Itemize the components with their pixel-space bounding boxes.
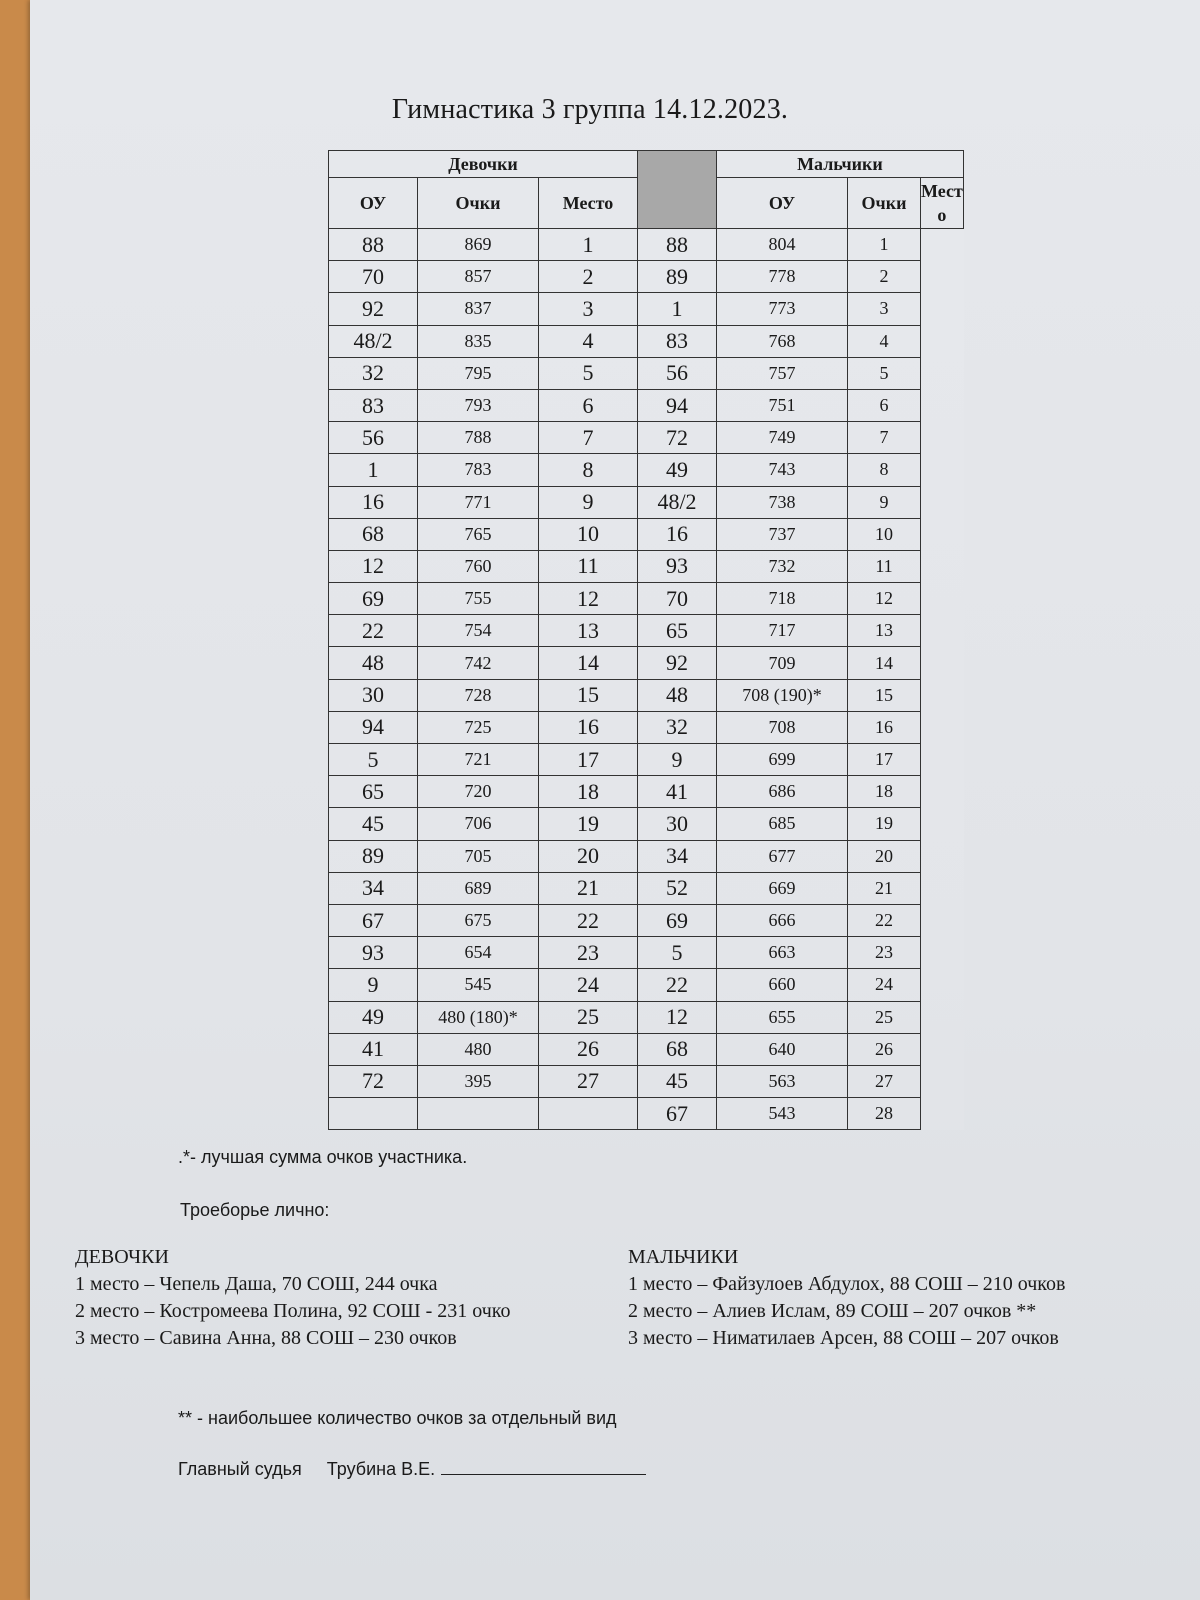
girls-points-cell: 728	[418, 679, 539, 711]
boys-points-cell: 655	[717, 1001, 848, 1033]
table-row	[329, 583, 964, 615]
girls-ou-cell: 92	[329, 293, 418, 325]
boys-points-cell: 804	[717, 229, 848, 261]
boys-place-cell: 16	[848, 711, 921, 743]
boys-ou-cell: 9	[638, 744, 717, 776]
girls-place-cell: 6	[539, 389, 638, 421]
table-row	[329, 969, 964, 1001]
girls-place-cell: 17	[539, 744, 638, 776]
boys-place-cell: 2	[848, 261, 921, 293]
results-table	[328, 150, 964, 1130]
girls-points-cell: 837	[418, 293, 539, 325]
table-row	[329, 1001, 964, 1033]
girls-ou-cell: 5	[329, 744, 418, 776]
boys-points-cell: 717	[717, 615, 848, 647]
boys-place-cell: 22	[848, 904, 921, 936]
boys-points-cell: 751	[717, 389, 848, 421]
girls-ou-cell: 56	[329, 422, 418, 454]
boys-ou-cell: 89	[638, 261, 717, 293]
judge-name: Трубина В.Е.	[326, 1459, 436, 1479]
boys-points-cell: 743	[717, 454, 848, 486]
triathlon-girls-header: ДЕВОЧКИ	[75, 1246, 169, 1268]
girls-ou-cell: 45	[329, 808, 418, 840]
boys-points-cell: 738	[717, 486, 848, 518]
boys-points-cell: 663	[717, 937, 848, 969]
boys-points-cell: 677	[717, 840, 848, 872]
table-row	[329, 679, 964, 711]
boys-ou-cell: 69	[638, 904, 717, 936]
girls-points-cell: 771	[418, 486, 539, 518]
girls-points-cell: 760	[418, 550, 539, 582]
boys-ou-cell: 48/2	[638, 486, 717, 518]
judge-signature-line	[178, 1458, 646, 1480]
girls-points-cell: 480	[418, 1033, 539, 1065]
girls-ou-cell: 48/2	[329, 325, 418, 357]
boys-place-cell: 17	[848, 744, 921, 776]
girls-ou-cell: 48	[329, 647, 418, 679]
girls-place-cell: 13	[539, 615, 638, 647]
boys-points-cell: 768	[717, 325, 848, 357]
girls-place-cell: 9	[539, 486, 638, 518]
girls-ou-cell: 94	[329, 711, 418, 743]
girls-points-cell: 755	[418, 583, 539, 615]
girls-col-points: Очки	[418, 178, 539, 229]
girls-ou-cell: 68	[329, 518, 418, 550]
table-row	[329, 647, 964, 679]
boys-place-cell: 24	[848, 969, 921, 1001]
boys-ou-cell: 56	[638, 357, 717, 389]
boys-ou-cell: 92	[638, 647, 717, 679]
boys-ou-cell: 93	[638, 550, 717, 582]
girls-points-cell: 721	[418, 744, 539, 776]
boys-place-cell: 19	[848, 808, 921, 840]
page-title: Гимнастика 3 группа 14.12.2023.	[391, 94, 789, 125]
triathlon-girls	[75, 1244, 510, 1352]
boys-points-cell: 708 (190)*	[717, 679, 848, 711]
table-row	[329, 486, 964, 518]
girls-points-cell: 783	[418, 454, 539, 486]
boys-points-cell: 778	[717, 261, 848, 293]
girls-place-cell: 7	[539, 422, 638, 454]
girls-points-cell: 480 (180)*	[418, 1001, 539, 1033]
girls-ou-cell: 1	[329, 454, 418, 486]
table-row	[329, 1065, 964, 1097]
table-row	[329, 357, 964, 389]
girls-place-cell	[539, 1098, 638, 1130]
table-row	[329, 615, 964, 647]
boys-ou-cell: 49	[638, 454, 717, 486]
table-row	[329, 711, 964, 743]
boys-ou-cell: 68	[638, 1033, 717, 1065]
boys-place-cell: 28	[848, 1098, 921, 1130]
boys-points-cell: 640	[717, 1033, 848, 1065]
signature-line	[441, 1458, 646, 1475]
boys-ou-cell: 30	[638, 808, 717, 840]
girls-points-cell: 795	[418, 357, 539, 389]
girls-points-cell: 689	[418, 872, 539, 904]
girls-place-cell: 18	[539, 776, 638, 808]
girls-place-cell: 4	[539, 325, 638, 357]
table-row	[329, 744, 964, 776]
girls-place-cell: 22	[539, 904, 638, 936]
girls-points-cell: 705	[418, 840, 539, 872]
girls-ou-cell: 34	[329, 872, 418, 904]
boys-points-cell: 708	[717, 711, 848, 743]
boys-points-cell: 757	[717, 357, 848, 389]
girls-place-cell: 16	[539, 711, 638, 743]
girls-place-cell: 2	[539, 261, 638, 293]
girls-points-cell: 765	[418, 518, 539, 550]
girls-points-cell: 869	[418, 229, 539, 261]
triathlon-label: Троеборье лично:	[180, 1200, 330, 1220]
girls-points-cell: 725	[418, 711, 539, 743]
table-row	[329, 229, 964, 261]
girls-place-cell: 21	[539, 872, 638, 904]
boys-col-ou: ОУ	[717, 178, 848, 229]
girls-ou-cell: 41	[329, 1033, 418, 1065]
boys-place-cell: 5	[848, 357, 921, 389]
boys-ou-cell: 72	[638, 422, 717, 454]
boys-points-cell: 709	[717, 647, 848, 679]
boys-ou-cell: 16	[638, 518, 717, 550]
girls-points-cell: 754	[418, 615, 539, 647]
girls-points-cell: 788	[418, 422, 539, 454]
boys-ou-cell: 88	[638, 229, 717, 261]
table-row	[329, 325, 964, 357]
column-separator	[638, 151, 717, 229]
table-row	[329, 389, 964, 421]
triathlon-boys-place-2: 2 место – Алиев Ислам, 89 СОШ – 207 очков **	[628, 1300, 1037, 1322]
boys-place-cell: 10	[848, 518, 921, 550]
girls-place-cell: 24	[539, 969, 638, 1001]
table-row	[329, 293, 964, 325]
girls-ou-cell: 83	[329, 389, 418, 421]
girls-points-cell: 545	[418, 969, 539, 1001]
boys-ou-cell: 41	[638, 776, 717, 808]
girls-ou-cell: 69	[329, 583, 418, 615]
triathlon-girls-place-2: 2 место – Костромеева Полина, 92 СОШ - 231 очко	[75, 1300, 511, 1322]
boys-place-cell: 4	[848, 325, 921, 357]
judge-label: Главный судья	[178, 1459, 302, 1479]
triathlon-boys	[628, 1244, 1065, 1352]
boys-points-cell: 660	[717, 969, 848, 1001]
girls-points-cell: 706	[418, 808, 539, 840]
paper-sheet	[30, 0, 1200, 1600]
boys-ou-cell: 52	[638, 872, 717, 904]
triathlon-boys-header: МАЛЬЧИКИ	[628, 1246, 739, 1268]
girls-place-cell: 1	[539, 229, 638, 261]
girls-place-cell: 19	[539, 808, 638, 840]
girls-ou-cell: 72	[329, 1065, 418, 1097]
girls-ou-cell: 89	[329, 840, 418, 872]
triathlon-boys-place-1: 1 место – Файзулоев Абдулох, 88 СОШ – 210 очков	[628, 1273, 1066, 1295]
girls-col-place: Место	[539, 178, 638, 229]
boys-ou-cell: 94	[638, 389, 717, 421]
girls-points-cell: 857	[418, 261, 539, 293]
boys-place-cell: 9	[848, 486, 921, 518]
girls-ou-cell: 93	[329, 937, 418, 969]
table-row	[329, 776, 964, 808]
girls-ou-cell: 22	[329, 615, 418, 647]
girls-points-cell: 395	[418, 1065, 539, 1097]
girls-ou-cell	[329, 1098, 418, 1130]
table-row	[329, 1098, 964, 1130]
table-row	[329, 550, 964, 582]
note-max-points: ** - наибольшее количество очков за отдельный вид	[178, 1408, 617, 1428]
girls-points-cell: 720	[418, 776, 539, 808]
boys-points-cell: 699	[717, 744, 848, 776]
boys-place-cell: 8	[848, 454, 921, 486]
boys-place-cell: 27	[848, 1065, 921, 1097]
table-row	[329, 808, 964, 840]
girls-place-cell: 27	[539, 1065, 638, 1097]
boys-ou-cell: 65	[638, 615, 717, 647]
girls-points-cell: 793	[418, 389, 539, 421]
boys-ou-cell: 34	[638, 840, 717, 872]
girls-place-cell: 5	[539, 357, 638, 389]
girls-ou-cell: 12	[329, 550, 418, 582]
boys-place-cell: 14	[848, 647, 921, 679]
girls-ou-cell: 65	[329, 776, 418, 808]
boys-place-cell: 6	[848, 389, 921, 421]
girls-points-cell: 654	[418, 937, 539, 969]
girls-place-cell: 8	[539, 454, 638, 486]
boys-ou-cell: 70	[638, 583, 717, 615]
boys-points-cell: 773	[717, 293, 848, 325]
girls-ou-cell: 88	[329, 229, 418, 261]
girls-points-cell: 742	[418, 647, 539, 679]
girls-place-cell: 25	[539, 1001, 638, 1033]
girls-ou-cell: 70	[329, 261, 418, 293]
boys-points-cell: 669	[717, 872, 848, 904]
boys-points-cell: 543	[717, 1098, 848, 1130]
girls-place-cell: 12	[539, 583, 638, 615]
girls-ou-cell: 32	[329, 357, 418, 389]
boys-points-cell: 666	[717, 904, 848, 936]
table-row	[329, 518, 964, 550]
boys-col-place: Мест о	[921, 178, 964, 229]
boys-points-cell: 563	[717, 1065, 848, 1097]
girls-points-cell: 675	[418, 904, 539, 936]
girls-place-cell: 20	[539, 840, 638, 872]
boys-ou-cell: 1	[638, 293, 717, 325]
boys-points-cell: 718	[717, 583, 848, 615]
girls-place-cell: 26	[539, 1033, 638, 1065]
girls-points-cell	[418, 1098, 539, 1130]
boys-ou-cell: 22	[638, 969, 717, 1001]
boys-points-cell: 737	[717, 518, 848, 550]
boys-place-cell: 7	[848, 422, 921, 454]
boys-points-cell: 686	[717, 776, 848, 808]
girls-ou-cell: 49	[329, 1001, 418, 1033]
boys-place-cell: 3	[848, 293, 921, 325]
boys-points-cell: 685	[717, 808, 848, 840]
boys-ou-cell: 5	[638, 937, 717, 969]
table-row	[329, 422, 964, 454]
girls-place-cell: 3	[539, 293, 638, 325]
boys-ou-cell: 32	[638, 711, 717, 743]
triathlon-girls-place-3: 3 место – Савина Анна, 88 СОШ – 230 очков	[75, 1327, 457, 1349]
boys-place-cell: 26	[848, 1033, 921, 1065]
boys-col-points: Очки	[848, 178, 921, 229]
boys-points-cell: 732	[717, 550, 848, 582]
girls-col-ou: ОУ	[329, 178, 418, 229]
table-row	[329, 261, 964, 293]
table-row	[329, 1033, 964, 1065]
boys-place-cell: 12	[848, 583, 921, 615]
boys-ou-cell: 45	[638, 1065, 717, 1097]
girls-header: Девочки	[329, 151, 638, 178]
boys-place-cell: 25	[848, 1001, 921, 1033]
boys-place-cell: 13	[848, 615, 921, 647]
table-row	[329, 454, 964, 486]
table-row	[329, 937, 964, 969]
triathlon-boys-place-3: 3 место – Ниматилаев Арсен, 88 СОШ – 207 очков	[628, 1327, 1059, 1349]
boys-place-cell: 1	[848, 229, 921, 261]
boys-points-cell: 749	[717, 422, 848, 454]
girls-place-cell: 15	[539, 679, 638, 711]
girls-ou-cell: 30	[329, 679, 418, 711]
girls-place-cell: 14	[539, 647, 638, 679]
boys-place-cell: 18	[848, 776, 921, 808]
boys-place-cell: 20	[848, 840, 921, 872]
note-best-sum: .*- лучшая сумма очков участника.	[178, 1147, 468, 1167]
girls-place-cell: 23	[539, 937, 638, 969]
girls-points-cell: 835	[418, 325, 539, 357]
girls-ou-cell: 67	[329, 904, 418, 936]
table-row	[329, 840, 964, 872]
boys-place-cell: 15	[848, 679, 921, 711]
girls-ou-cell: 16	[329, 486, 418, 518]
boys-ou-cell: 67	[638, 1098, 717, 1130]
boys-place-cell: 21	[848, 872, 921, 904]
boys-ou-cell: 83	[638, 325, 717, 357]
girls-place-cell: 11	[539, 550, 638, 582]
girls-place-cell: 10	[539, 518, 638, 550]
table-row	[329, 904, 964, 936]
boys-ou-cell: 12	[638, 1001, 717, 1033]
triathlon-girls-place-1: 1 место – Чепель Даша, 70 СОШ, 244 очка	[75, 1273, 438, 1295]
boys-place-cell: 23	[848, 937, 921, 969]
boys-header: Мальчики	[717, 151, 964, 178]
boys-place-cell: 11	[848, 550, 921, 582]
boys-ou-cell: 48	[638, 679, 717, 711]
table-row	[329, 872, 964, 904]
girls-ou-cell: 9	[329, 969, 418, 1001]
